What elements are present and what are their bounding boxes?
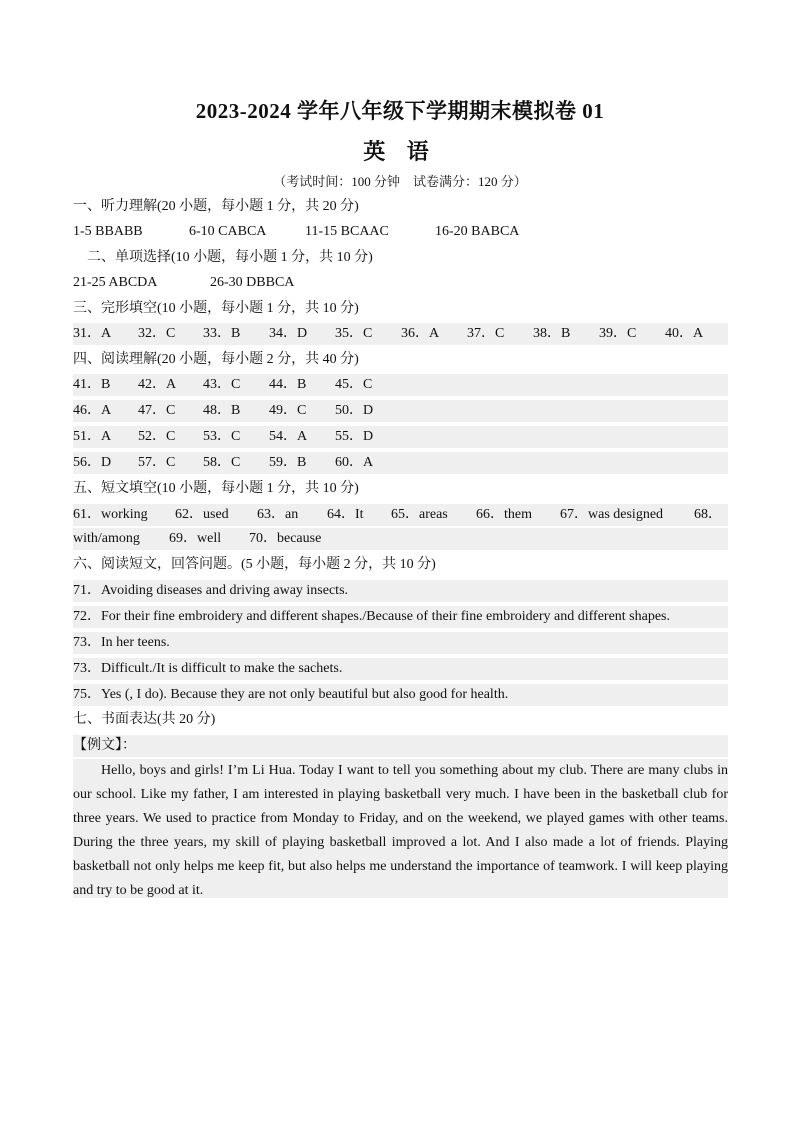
section-5-row [73, 504, 728, 526]
answer-item: 65．areas [391, 507, 448, 522]
answer-item: 67．was designed [560, 507, 664, 522]
answer-item: 51．A [73, 429, 112, 444]
answer-group: 11-15 BCAAC [305, 224, 389, 239]
answer-item: 39．C [599, 326, 637, 341]
example-label: 【例文】： [73, 735, 728, 757]
answer-group: 21-25 ABCDA [73, 275, 158, 290]
section-4-heading: 四、阅读理解(20 小题，每小题 2 分，共 40 分) [73, 352, 359, 367]
answer-item: with/among [73, 531, 140, 546]
section-6-heading: 六、阅读短文，回答问题。(5 小题，每小题 2 分，共 10 分) [73, 557, 436, 572]
answer-item: 36．A [401, 326, 440, 341]
answer-item: 44．B [269, 377, 307, 392]
answer-item: 47．C [138, 403, 176, 418]
section-4-row [73, 400, 728, 422]
answer-item: 52．C [138, 429, 176, 444]
section-2-answers [73, 272, 728, 294]
section-6-answer: 73．In her teens. [73, 632, 728, 654]
section-1-heading: 一、听力理解(20 小题，每小题 1 分，共 20 分) [73, 199, 359, 214]
answer-item: 63．an [257, 507, 299, 522]
answer-item: 61．working [73, 507, 148, 522]
answer-item: 49．C [269, 403, 307, 418]
section-7-heading: 七、书面表达(共 20 分) [73, 712, 216, 727]
answer-group: 1-5 BBABB [73, 224, 143, 239]
answer-item: 59．B [269, 455, 307, 470]
answer-group: 26-30 DBBCA [210, 275, 295, 290]
answer-item: 58．C [203, 455, 241, 470]
answer-item: 69．well [169, 531, 222, 546]
section-3-answers [73, 323, 728, 345]
section-4-row [73, 426, 728, 448]
answer-item: 55．D [335, 429, 374, 444]
answer-item: 43．C [203, 377, 241, 392]
answer-item: 48．B [203, 403, 241, 418]
answer-item: 46．A [73, 403, 112, 418]
section-5-heading: 五、短文填空(10 小题，每小题 1 分，共 10 分) [73, 481, 359, 496]
answer-item: 60．A [335, 455, 374, 470]
answer-item: 41．B [73, 377, 111, 392]
answer-item: 35．C [335, 326, 373, 341]
answer-item: 40．A [665, 326, 704, 341]
subject-title: 英 语 [363, 139, 437, 164]
answer-group: 6-10 CABCA [189, 224, 267, 239]
section-5-row [73, 528, 728, 550]
answer-item: 62．used [175, 507, 229, 522]
answer-item: 53．C [203, 429, 241, 444]
section-1-answers [73, 221, 728, 243]
answer-item: 37．C [467, 326, 505, 341]
section-4-row [73, 374, 728, 396]
section-6-answer: 72．For their fine embroidery and different shapes./Because of their fine embroidery and different shapes. [73, 606, 728, 628]
answer-item: 42．A [138, 377, 177, 392]
section-6-answer: 73．Difficult./It is difficult to make the sachets. [73, 658, 728, 680]
answer-group: 16-20 BABCA [435, 224, 520, 239]
section-6-answer: 71．Avoiding diseases and driving away insects. [73, 580, 728, 602]
answer-item: 50．D [335, 403, 374, 418]
answer-item: 45．C [335, 377, 373, 392]
answer-item: 31．A [73, 326, 112, 341]
answer-item: 68． [694, 507, 722, 522]
answer-item: 38．B [533, 326, 571, 341]
section-6-answer: 75．Yes (, I do). Because they are not only beautiful but also good for health. [73, 684, 728, 706]
answer-item: 70．because [249, 531, 322, 546]
answer-item: 32．C [138, 326, 176, 341]
answer-item: 66．them [476, 507, 532, 522]
section-4-row [73, 452, 728, 474]
answer-item: 54．A [269, 429, 308, 444]
answer-item: 33．B [203, 326, 241, 341]
section-3-heading: 三、完形填空(10 小题，每小题 1 分，共 10 分) [73, 301, 359, 316]
example-essay: Hello, boys and girls! I’m Li Hua. Today I want to tell you something about my club. There are many clubs in our school. Like my father, I am interested in playing basketball very much. I have been in the basketball club for three years. We used to practice from Monday to Friday, and on the weekend, we played games with other teams. During the three years, my skill of playing basketball improved a lot. And I also made a lot of friends. Playing basketball not only helps me keep fit, but also helps me understand the importance of teamwork. I will keep playing and try to be good at it. [73, 759, 728, 898]
answer-item: 57．C [138, 455, 176, 470]
exam-info: （考试时间：100 分钟 试卷满分：120 分） [273, 174, 527, 189]
answer-item: 34．D [269, 326, 308, 341]
page-title: 2023-2024 学年八年级下学期期末模拟卷 01 [195, 99, 605, 123]
section-2-heading: 二、单项选择(10 小题，每小题 1 分，共 10 分) [87, 250, 373, 265]
answer-item: 64．It [327, 507, 364, 522]
answer-item: 56．D [73, 455, 112, 470]
